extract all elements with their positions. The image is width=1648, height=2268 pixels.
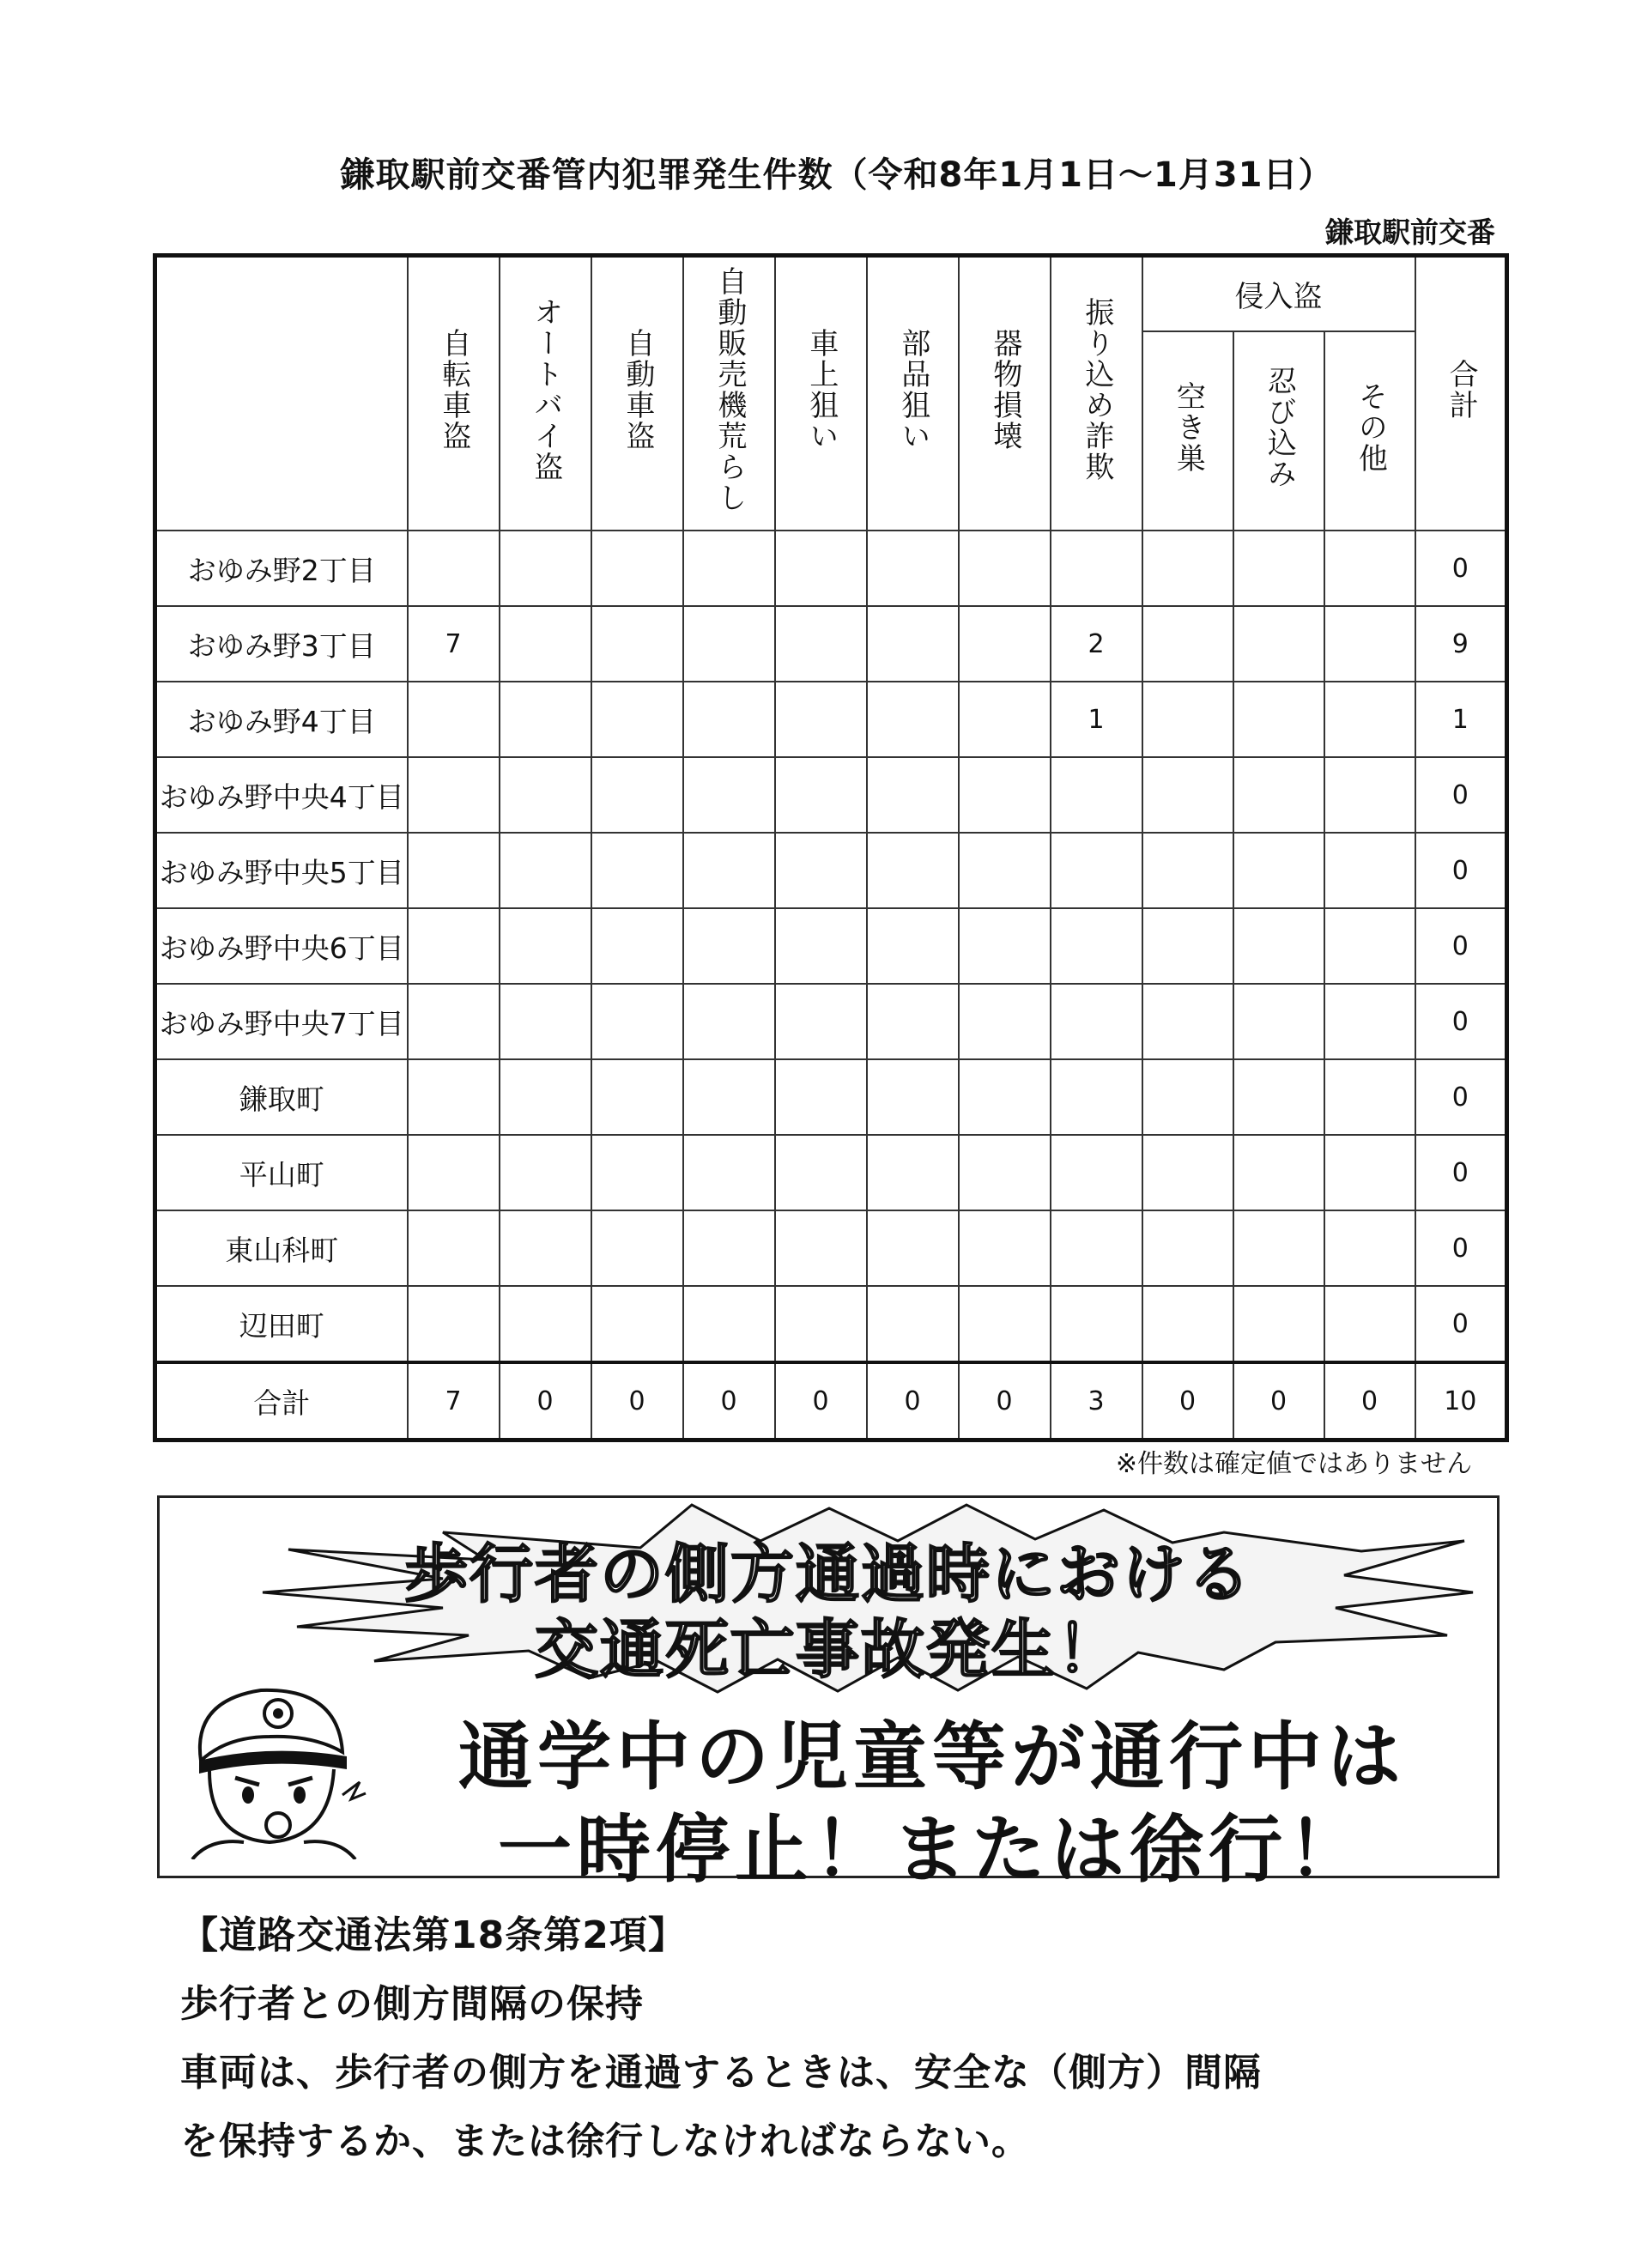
count-cell bbox=[1051, 1210, 1142, 1286]
count-cell bbox=[1324, 757, 1415, 833]
count-cell bbox=[683, 984, 775, 1059]
count-cell bbox=[1233, 1286, 1324, 1362]
table-row bbox=[155, 984, 1507, 1059]
count-cell bbox=[408, 833, 500, 908]
count-cell bbox=[775, 1059, 867, 1135]
count-cell bbox=[867, 1135, 959, 1210]
count-cell bbox=[683, 1135, 775, 1210]
count-cell bbox=[408, 1286, 500, 1362]
station-label: 鎌取駅前交番 bbox=[1325, 215, 1495, 249]
count-cell bbox=[1051, 1286, 1142, 1362]
count-cell bbox=[591, 1210, 683, 1286]
table-row bbox=[155, 757, 1507, 833]
count-cell: 0 bbox=[1233, 1362, 1324, 1440]
count-cell bbox=[683, 908, 775, 984]
count-cell bbox=[1233, 1135, 1324, 1210]
count-cell bbox=[1233, 833, 1324, 908]
count-cell bbox=[500, 1210, 591, 1286]
disclaimer-note: ※件数は確定値ではありません bbox=[1115, 1449, 1472, 1479]
table-row bbox=[155, 682, 1507, 757]
count-cell bbox=[867, 1059, 959, 1135]
count-cell bbox=[867, 1286, 959, 1362]
count-cell bbox=[591, 984, 683, 1059]
column-header: 忍び込み bbox=[1233, 331, 1324, 531]
count-cell: 1 bbox=[1051, 682, 1142, 757]
count-cell bbox=[1324, 833, 1415, 908]
count-cell: 0 bbox=[500, 1362, 591, 1440]
page-title: 鎌取駅前交番管内犯罪発生件数（令和8年1月1日～1月31日） bbox=[340, 155, 1334, 195]
column-header: 自転車盗 bbox=[408, 256, 500, 531]
total-column-header: 合計 bbox=[1415, 256, 1507, 531]
count-cell bbox=[1142, 531, 1233, 606]
count-cell bbox=[775, 531, 867, 606]
count-cell bbox=[683, 1059, 775, 1135]
count-cell bbox=[683, 833, 775, 908]
count-cell bbox=[1324, 682, 1415, 757]
count-cell bbox=[775, 682, 867, 757]
count-cell bbox=[1142, 1210, 1233, 1286]
count-cell bbox=[683, 606, 775, 682]
column-header: 空き巣 bbox=[1142, 331, 1233, 531]
count-cell bbox=[591, 682, 683, 757]
column-header: 車上狙い bbox=[775, 256, 867, 531]
row-total-cell: 0 bbox=[1415, 1059, 1507, 1135]
count-cell bbox=[959, 606, 1051, 682]
row-total-cell: 10 bbox=[1415, 1362, 1507, 1440]
count-cell bbox=[591, 757, 683, 833]
count-cell bbox=[867, 757, 959, 833]
count-cell bbox=[1233, 1210, 1324, 1286]
count-cell bbox=[1142, 606, 1233, 682]
count-cell bbox=[683, 757, 775, 833]
count-cell bbox=[500, 833, 591, 908]
table-row bbox=[155, 1210, 1507, 1286]
count-cell bbox=[1233, 1059, 1324, 1135]
row-total-cell: 0 bbox=[1415, 757, 1507, 833]
count-cell bbox=[867, 984, 959, 1059]
count-cell bbox=[1142, 1286, 1233, 1362]
count-cell: 7 bbox=[408, 606, 500, 682]
law-section bbox=[180, 1901, 1511, 2176]
count-cell bbox=[775, 833, 867, 908]
count-cell bbox=[1324, 606, 1415, 682]
count-cell bbox=[683, 1286, 775, 1362]
column-header: 器物損壊 bbox=[959, 256, 1051, 531]
count-cell bbox=[1324, 984, 1415, 1059]
count-cell bbox=[408, 682, 500, 757]
count-cell bbox=[591, 908, 683, 984]
row-label: 平山町 bbox=[155, 1135, 408, 1210]
row-total-cell: 0 bbox=[1415, 531, 1507, 606]
count-cell bbox=[1051, 757, 1142, 833]
count-cell bbox=[959, 1210, 1051, 1286]
count-cell bbox=[1324, 1286, 1415, 1362]
count-cell bbox=[867, 908, 959, 984]
law-body-line2: を保持するか、または徐行しなければならない。 bbox=[180, 2119, 1030, 2163]
count-cell bbox=[408, 1059, 500, 1135]
count-cell bbox=[1233, 757, 1324, 833]
count-cell bbox=[959, 908, 1051, 984]
column-header: 自動車盗 bbox=[591, 256, 683, 531]
count-cell bbox=[1142, 984, 1233, 1059]
column-header: 自動販売機荒らし bbox=[683, 256, 775, 531]
count-cell bbox=[591, 1286, 683, 1362]
count-cell bbox=[500, 606, 591, 682]
count-cell bbox=[1233, 531, 1324, 606]
row-total-cell: 0 bbox=[1415, 1135, 1507, 1210]
count-cell bbox=[408, 757, 500, 833]
count-cell bbox=[408, 1210, 500, 1286]
row-total-cell: 0 bbox=[1415, 1210, 1507, 1286]
count-cell bbox=[1142, 908, 1233, 984]
count-cell bbox=[775, 606, 867, 682]
count-cell bbox=[1324, 908, 1415, 984]
count-cell bbox=[959, 531, 1051, 606]
banner-headline: 歩行者の側方通過時における bbox=[404, 1537, 1252, 1611]
count-cell bbox=[683, 531, 775, 606]
total-row bbox=[155, 1362, 1507, 1440]
table-header-row bbox=[155, 256, 1507, 332]
count-cell bbox=[1051, 1135, 1142, 1210]
count-cell bbox=[408, 908, 500, 984]
row-total-cell: 0 bbox=[1415, 908, 1507, 984]
count-cell bbox=[500, 908, 591, 984]
row-label: おゆみ野2丁目 bbox=[155, 531, 408, 606]
count-cell bbox=[1324, 531, 1415, 606]
count-cell bbox=[1142, 1135, 1233, 1210]
law-body-line1: 車両は、歩行者の側方を通過するときは、安全な（側方）間隔 bbox=[180, 2051, 1262, 2095]
count-cell bbox=[1142, 757, 1233, 833]
count-cell bbox=[1142, 682, 1233, 757]
count-cell bbox=[500, 984, 591, 1059]
count-cell: 0 bbox=[1142, 1362, 1233, 1440]
count-cell bbox=[959, 984, 1051, 1059]
row-label: おゆみ野4丁目 bbox=[155, 682, 408, 757]
count-cell bbox=[775, 757, 867, 833]
count-cell bbox=[867, 606, 959, 682]
row-label: 辺田町 bbox=[155, 1286, 408, 1362]
table-row bbox=[155, 1135, 1507, 1210]
banner-subheadline: 交通死亡事故発生！ bbox=[535, 1613, 1122, 1687]
count-cell bbox=[591, 1059, 683, 1135]
count-cell: 0 bbox=[959, 1362, 1051, 1440]
count-cell bbox=[1051, 833, 1142, 908]
count-cell bbox=[867, 833, 959, 908]
count-cell bbox=[959, 682, 1051, 757]
row-total-cell: 9 bbox=[1415, 606, 1507, 682]
count-cell bbox=[500, 682, 591, 757]
count-cell bbox=[500, 1135, 591, 1210]
count-cell bbox=[867, 531, 959, 606]
count-cell bbox=[591, 531, 683, 606]
law-heading: 【道路交通法第18条第2項】 bbox=[180, 1913, 687, 1957]
count-cell bbox=[591, 1135, 683, 1210]
table-row bbox=[155, 606, 1507, 682]
row-total-cell: 0 bbox=[1415, 833, 1507, 908]
count-cell bbox=[959, 1059, 1051, 1135]
count-cell bbox=[683, 682, 775, 757]
row-total-cell: 0 bbox=[1415, 984, 1507, 1059]
count-cell bbox=[959, 1286, 1051, 1362]
count-cell bbox=[1233, 682, 1324, 757]
count-cell: 0 bbox=[1324, 1362, 1415, 1440]
row-label: おゆみ野中央5丁目 bbox=[155, 833, 408, 908]
table-row bbox=[155, 1059, 1507, 1135]
column-header: 振り込め詐欺 bbox=[1051, 256, 1142, 531]
table-row bbox=[155, 531, 1507, 606]
column-header: 部品狙い bbox=[867, 256, 959, 531]
count-cell bbox=[775, 908, 867, 984]
count-cell bbox=[775, 1286, 867, 1362]
table-row bbox=[155, 1286, 1507, 1362]
banner-message-line1: 通学中の児童等が通行中は bbox=[458, 1714, 1406, 1800]
row-label: 鎌取町 bbox=[155, 1059, 408, 1135]
count-cell bbox=[1233, 984, 1324, 1059]
count-cell bbox=[1142, 1059, 1233, 1135]
count-cell bbox=[591, 606, 683, 682]
count-cell: 0 bbox=[591, 1362, 683, 1440]
count-cell bbox=[500, 1059, 591, 1135]
table-body bbox=[155, 531, 1507, 1440]
count-cell: 3 bbox=[1051, 1362, 1142, 1440]
row-label: 合計 bbox=[155, 1362, 408, 1440]
column-header: オートバイ盗 bbox=[500, 256, 591, 531]
count-cell bbox=[408, 984, 500, 1059]
count-cell bbox=[1051, 531, 1142, 606]
count-cell bbox=[1233, 908, 1324, 984]
count-cell bbox=[591, 833, 683, 908]
count-cell bbox=[1051, 908, 1142, 984]
count-cell bbox=[500, 531, 591, 606]
count-cell: 0 bbox=[867, 1362, 959, 1440]
police-officer-icon bbox=[175, 1666, 373, 1859]
group-header-burglary: 侵入盗 bbox=[1142, 256, 1415, 332]
count-cell bbox=[1051, 984, 1142, 1059]
count-cell bbox=[683, 1210, 775, 1286]
row-total-cell: 0 bbox=[1415, 1286, 1507, 1362]
count-cell bbox=[1324, 1135, 1415, 1210]
count-cell bbox=[775, 1210, 867, 1286]
count-cell: 7 bbox=[408, 1362, 500, 1440]
count-cell bbox=[1324, 1059, 1415, 1135]
count-cell: 0 bbox=[683, 1362, 775, 1440]
row-label: おゆみ野中央4丁目 bbox=[155, 757, 408, 833]
table-row bbox=[155, 833, 1507, 908]
count-cell bbox=[959, 1135, 1051, 1210]
row-label: 東山科町 bbox=[155, 1210, 408, 1286]
count-cell bbox=[959, 833, 1051, 908]
corner-cell bbox=[155, 256, 408, 531]
count-cell bbox=[775, 1135, 867, 1210]
traffic-warning-banner bbox=[157, 1495, 1500, 1893]
count-cell bbox=[408, 1135, 500, 1210]
law-subheading: 歩行者との側方間隔の保持 bbox=[180, 1982, 644, 2026]
count-cell bbox=[500, 757, 591, 833]
count-cell bbox=[867, 682, 959, 757]
table-row bbox=[155, 908, 1507, 984]
count-cell bbox=[1233, 606, 1324, 682]
count-cell: 0 bbox=[775, 1362, 867, 1440]
column-header: その他 bbox=[1324, 331, 1415, 531]
count-cell bbox=[408, 531, 500, 606]
banner-message-line2: 一時停止！または徐行！ bbox=[498, 1807, 1366, 1893]
count-cell bbox=[959, 757, 1051, 833]
count-cell bbox=[500, 1286, 591, 1362]
row-label: おゆみ野3丁目 bbox=[155, 606, 408, 682]
row-label: おゆみ野中央7丁目 bbox=[155, 984, 408, 1059]
count-cell bbox=[867, 1210, 959, 1286]
count-cell bbox=[1051, 1059, 1142, 1135]
row-label: おゆみ野中央6丁目 bbox=[155, 908, 408, 984]
row-total-cell: 1 bbox=[1415, 682, 1507, 757]
count-cell bbox=[1324, 1210, 1415, 1286]
count-cell bbox=[1142, 833, 1233, 908]
crime-count-table bbox=[153, 253, 1509, 1442]
count-cell bbox=[775, 984, 867, 1059]
count-cell: 2 bbox=[1051, 606, 1142, 682]
